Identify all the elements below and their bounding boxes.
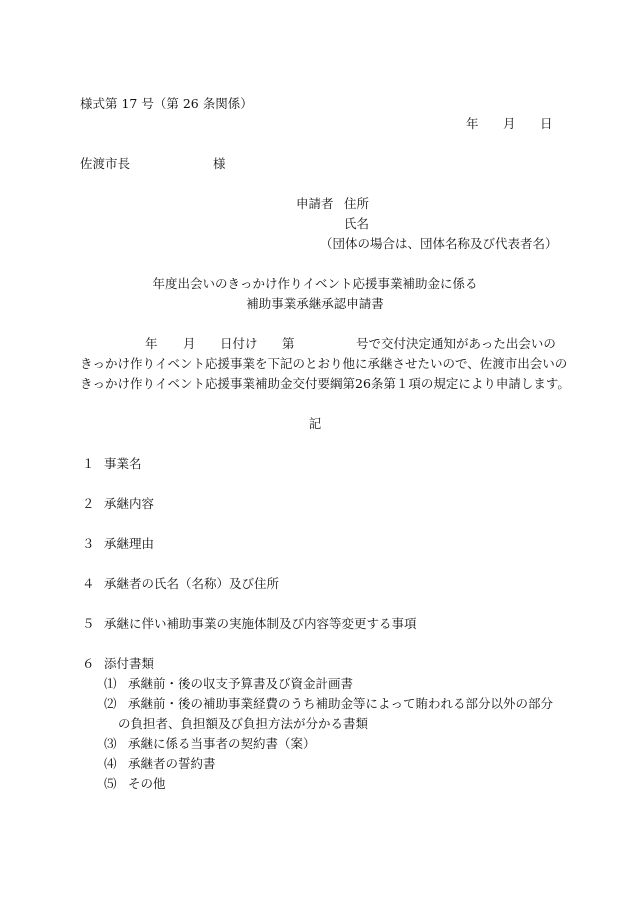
document-title-line2: 補助事業承継承認申請書 <box>246 296 384 311</box>
body-line-2: きっかけ作りイベント応援事業を下記のとおり他に承継させたいので、佐渡市出会いの <box>80 356 568 371</box>
body-dated-label: 日付け <box>220 336 258 351</box>
item-number-4: ４ <box>82 576 95 591</box>
attachment-text-4: 承継者の誓約書 <box>128 756 216 771</box>
body-month-label: 月 <box>183 336 196 351</box>
attachment-text-5: その他 <box>128 776 166 791</box>
item-number-2: ２ <box>82 496 95 511</box>
attachment-text-2-continued: の負担者、負担額及び負担方法が分かる書類 <box>118 716 369 731</box>
item-label-succession-content: 承継内容 <box>104 496 155 511</box>
item-number-3: ３ <box>82 536 95 551</box>
attachment-number-4: ⑷ <box>104 756 117 771</box>
item-label-successor-info: 承継者の氏名（名称）及び住所 <box>104 576 280 591</box>
item-number-1: １ <box>82 456 95 471</box>
item-label-changes: 承継に伴い補助事業の実施体制及び内容等変更する事項 <box>104 616 417 631</box>
body-number-suffix: 号で交付決定通知があった出会いの <box>356 336 556 351</box>
applicant-role-label: 申請者 <box>296 196 334 211</box>
form-number: 様式第 17 号（第 26 条関係） <box>80 96 253 111</box>
attachment-text-3: 承継に係る当事者の契約書（案） <box>128 736 316 751</box>
applicant-address-label: 住所 <box>344 196 370 211</box>
addressee-honorific: 様 <box>213 156 226 171</box>
date-year-label: 年 <box>466 116 479 131</box>
item-label-succession-reason: 承継理由 <box>104 536 155 551</box>
body-line-3: きっかけ作りイベント応援事業補助金交付要綱第26条第１項の規定により申請します。 <box>80 376 570 391</box>
item-number-5: ５ <box>82 616 95 631</box>
addressee-name: 佐渡市長 <box>80 156 131 171</box>
item-label-attachments: 添付書類 <box>104 656 155 671</box>
date-day-label: 日 <box>540 116 553 131</box>
attachment-text-1: 承継前・後の収支予算書及び資金計画書 <box>128 676 354 691</box>
applicant-name-label: 氏名 <box>344 216 370 231</box>
body-number-prefix: 第 <box>282 336 295 351</box>
item-label-project-name: 事業名 <box>104 456 142 471</box>
attachment-text-2: 承継前・後の補助事業経費のうち補助金等によって賄われる部分以外の部分 <box>128 696 554 711</box>
date-month-label: 月 <box>503 116 516 131</box>
attachment-number-1: ⑴ <box>104 676 117 691</box>
document-title-line1: 年度出会いのきっかけ作りイベント応援事業補助金に係る <box>152 276 478 291</box>
item-number-6: ６ <box>82 656 95 671</box>
applicant-group-note: （団体の場合は、団体名称及び代表者名） <box>320 236 558 251</box>
attachment-number-3: ⑶ <box>104 736 117 751</box>
attachment-number-2: ⑵ <box>104 696 117 711</box>
ki-heading: 記 <box>308 416 322 431</box>
body-year-label: 年 <box>145 336 158 351</box>
attachment-number-5: ⑸ <box>104 776 117 791</box>
